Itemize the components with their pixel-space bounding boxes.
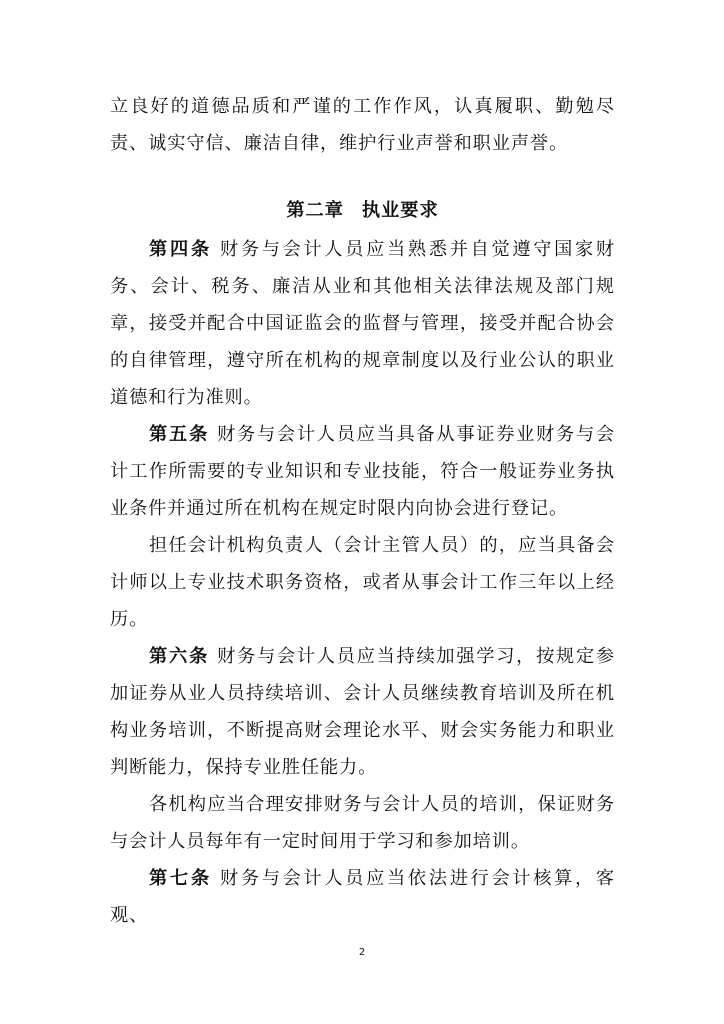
chapter-number: 第二章 [286,200,344,221]
opening-paragraph: 立良好的道德品质和严谨的工作作风，认真履职、勤勉尽责、诚实守信、廉洁自律，维护行业声誉和职业声誉。 [110,96,615,154]
chapter-title: 执业要求 [361,200,439,221]
article-7-paragraph [110,860,615,934]
article-4-text: 财务与会计人员应当熟悉并自觉遵守国家财务、会计、税务、廉洁从业和其他相关法律法规及部门规章，接受并配合中国证监会的监督与管理，接受并配合协会的自律管理，遵守所在机构的规章制度以及行业公认的职业道德和行为准则。 [110,239,615,408]
article-6-label: 第六条 [149,646,210,667]
chapter-heading [110,192,615,229]
page-content [110,88,615,934]
article-6-second-paragraph: 各机构应当合理安排财务与会计人员的培训，保证财务与会计人员每年有一定时间用于学习和参加培训。 [110,794,615,852]
page-number: 2 [358,947,366,958]
article-4-paragraph [110,231,615,416]
article-6-paragraph [110,638,615,786]
article-5-second-paragraph: 担任会计机构负责人（会计主管人员）的，应当具备会计师以上专业技术职务资格，或者从事会计工作三年以上经历。 [110,535,615,630]
article-7-text: 财务与会计人员应当依法进行会计核算，客观、 [110,868,615,926]
article-5-paragraph [110,416,615,527]
article-6-text: 财务与会计人员应当持续加强学习，按规定参加证券从业人员持续培训、会计人员继续教育培训及所在机构业务培训，不断提高财会理论水平、财会实务能力和职业判断能力，保持专业胜任能力。 [110,646,615,778]
article-7-label: 第七条 [149,868,212,889]
article-4-label: 第四条 [149,239,212,260]
article-5-text: 财务与会计人员应当具备从事证券业财务与会计工作所需要的专业知识和专业技能，符合一般证券业务执业条件并通过所在机构在规定时限内向协会进行登记。 [110,424,615,519]
article-5-label: 第五条 [149,424,210,445]
